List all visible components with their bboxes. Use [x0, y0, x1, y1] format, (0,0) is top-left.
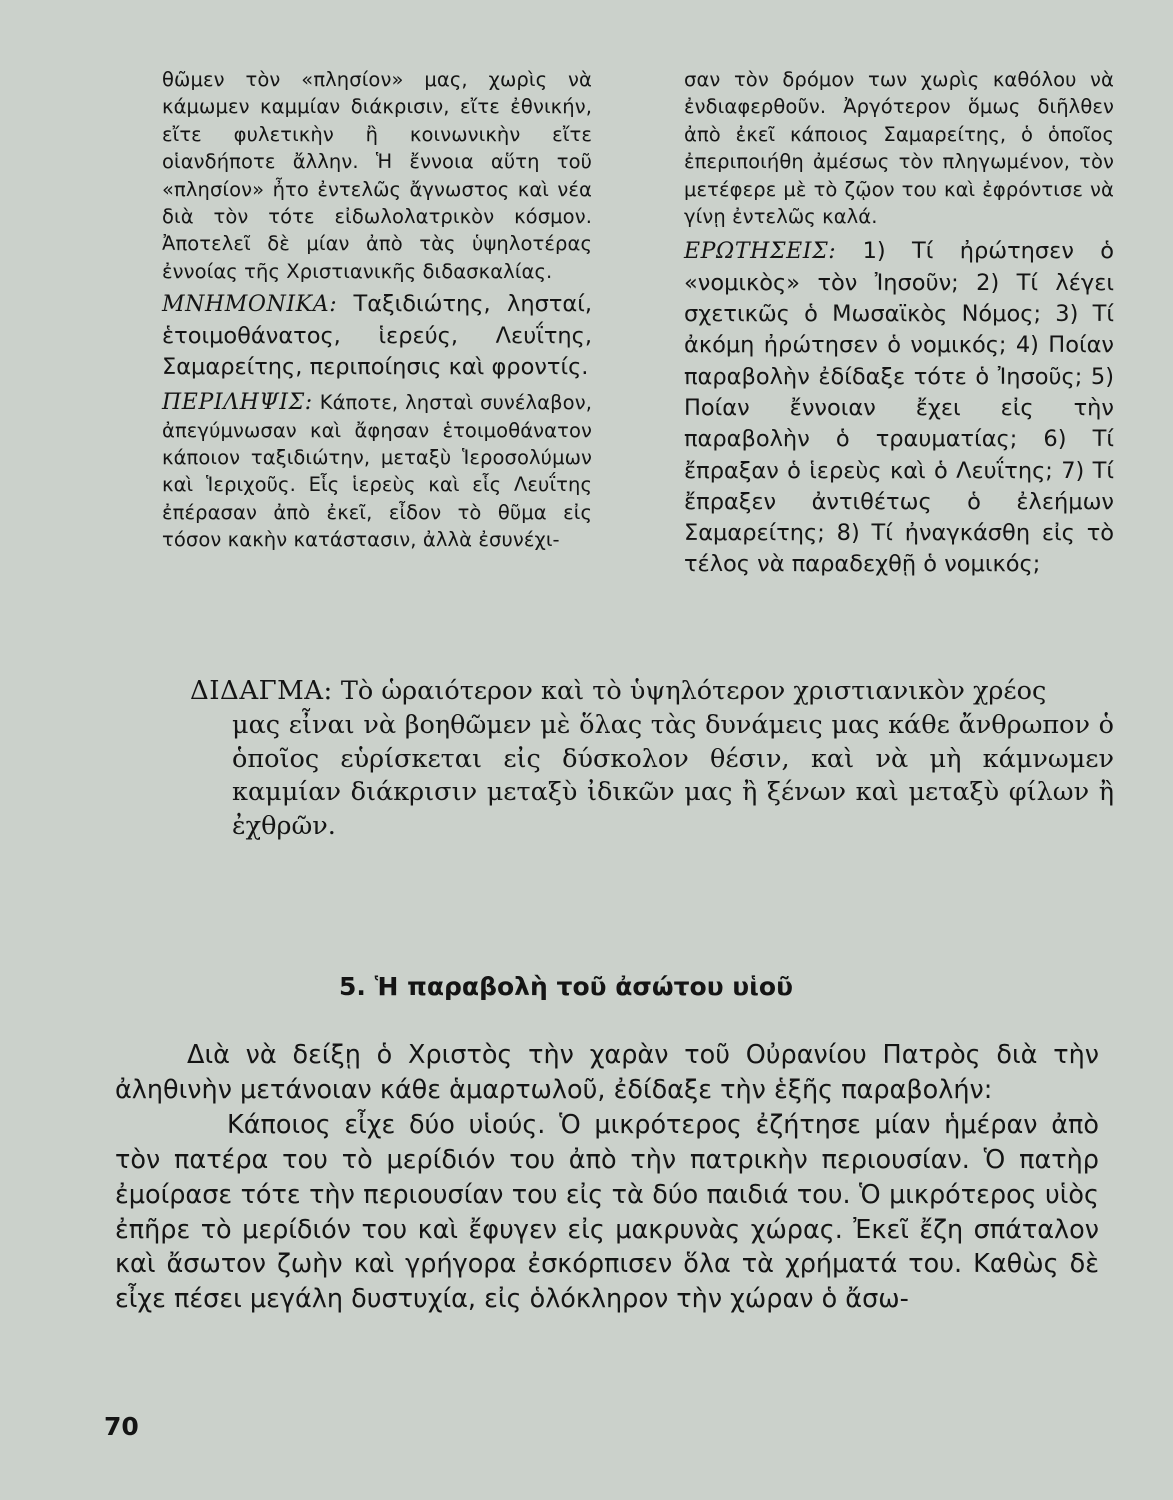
section-paragraph-2: Κάποιος εἶχε δύο υἱούς. Ὁ μικρότερος ἐζήτησε μίαν ἡμέραν ἀπὸ τὸν πατέρα του τὸ μερίδιόν του ἀπὸ τὴν πατρικὴν περιουσίαν. Ὁ πατὴρ ἐμοίρασε τότε τὴν περιουσίαν του εἰς τὰ δύο παιδιά του. Ὁ μικρότερος υἱὸς ἐπῆρε τὸ μερίδιόν του καὶ ἔφυγεν εἰς μακρυνὰς χώρας. Ἐκεῖ ἔζη σπάταλον καὶ ἄσωτον ζωὴν καὶ γρήγορα ἐσκόρπισεν ὅλα τὰ χρήματά του. Καθὼς δὲ εἶχε πέσει μεγάλη δυστυχία, εἰς ὁλόκληρον τὴν χώραν ὁ ἄσω-	[115, 1109, 1099, 1315]
section-paragraph-1: Διὰ νὰ δείξῃ ὁ Χριστὸς τὴν χαρὰν τοῦ Οὐρανίου Πατρὸς διὰ τὴν ἀληθινὴν μετάνοιαν κάθε ἁμαρτωλοῦ, ἐδίδαξε τὴν ἑξῆς παραβολήν:	[115, 1040, 1099, 1105]
section-heading: 5. Ἡ παραβολὴ τοῦ ἀσώτου υἱοῦ	[339, 972, 793, 1001]
didagma-line1: Τὸ ὡραιότερον καὶ τὸ ὑψηλότερον χριστιανικὸν χρέος	[340, 676, 1047, 706]
mnimonika-label: ΜΝΗΜΟΝΙΚΑ:	[162, 292, 338, 318]
perilipsis-text: Κάποτε, λησταὶ συνέλαβον, ἀπεγύμνωσαν καὶ ἄφησαν ἑτοιμοθάνατον κάποιον ταξιδιώτην, μεταξὺ Ἱεροσολύμων καὶ Ἱεριχοῦς. Εἷς ἱερεὺς καὶ εἷς Λευΐτης ἐπέρασαν ἀπὸ ἐκεῖ, εἶδον τὸ θῦμα εἰς τόσον κακὴν κατάστασιν, ἀλλὰ ἐσυνέχι-	[162, 391, 592, 552]
erotiseis-paragraph	[684, 236, 1114, 580]
didagma-paragraph	[190, 675, 1114, 844]
continuation-paragraph: σαν τὸν δρόμον των χωρὶς καθόλου νὰ ἐνδιαφερθοῦν. Ἀργότερον ὅμως διῆλθεν ἀπὸ ἐκεῖ κάποιος Σαμαρείτης, ὁ ὁποῖος ἐπεριποιήθη ἀμέσως τὸν πληγωμένον, τὸν μετέφερε μὲ τὸ ζῷον του καὶ ἐφρόντισε νὰ γίνῃ ἐντελῶς καλά.	[684, 68, 1114, 229]
didagma-rest: μας εἶναι νὰ βοηθῶμεν μὲ ὅλας τὰς δυνάμεις μας κάθε ἄνθρωπον ὁ ὁποῖος εὑρίσκεται εἰς δύσκολον θέσιν, καὶ νὰ μὴ κάμνωμεν καμμίαν διάκρισιν μεταξὺ ἰδικῶν μας ἢ ξένων καὶ μεταξὺ φίλων ἢ ἐχθρῶν.	[232, 709, 1114, 842]
left-column	[162, 66, 592, 554]
mnimonika-paragraph	[162, 289, 592, 383]
perilipsis-paragraph	[162, 389, 592, 553]
perilipsis-label: ΠΕΡΙΛΗΨΙΣ:	[162, 390, 313, 416]
intro-paragraph: θῶμεν τὸν «πλησίον» μας, χωρὶς νὰ κάμωμεν καμμίαν διάκρισιν, εἴτε ἐθνικήν, εἴτε φυλετικὴν ἢ κοινωνικὴν εἴτε οἱανδήποτε ἄλλην. Ἡ ἔννοια αὕτη τοῦ «πλησίον» ἦτο ἐντελῶς ἄγνωστος καὶ νέα διὰ τὸν τότε εἰδωλολατρικὸν κόσμον. Ἀποτελεῖ δὲ μίαν ἀπὸ τὰς ὑψηλοτέρας ἐννοίας τῆς Χριστιανικῆς διδασκαλίας.	[162, 68, 592, 283]
erotiseis-label: ΕΡΩΤΗΣΕΙΣ:	[684, 239, 837, 265]
section-body	[115, 1038, 1099, 1317]
page-number: 70	[104, 1412, 139, 1441]
erotiseis-text: 1) Τί ἠρώτησεν ὁ «νομικὸς» τὸν Ἰησοῦν; 2) Τί λέγει σχετικῶς ὁ Μωσαϊκὸς Νόμος; 3) Τί ἀκόμη ἠρώτησεν ὁ νομικός; 4) Ποίαν παραβολὴν ἐδίδαξε τότε ὁ Ἰησοῦς; 5) Ποίαν ἔννοιαν ἔχει εἰς τὴν παραβολὴν ὁ τραυματίας; 6) Τί ἔπραξαν ὁ ἱερεὺς καὶ ὁ Λευΐτης; 7) Τί ἔπραξεν ἀντιθέτως ὁ ἐλεήμων Σαμαρείτης; 8) Τί ἠναγκάσθη εἰς τὸ τέλος νὰ παραδεχθῇ ὁ νομικός;	[684, 238, 1114, 578]
right-column	[684, 66, 1114, 581]
mnimonika-text: Ταξιδιώτης, λησταί, ἑτοιμοθάνατος, ἱερεύς, Λευΐτης, Σαμαρείτης, περιποίησις καὶ φροντίς.	[162, 291, 592, 380]
didagma-label: ΔΙΔΑΓΜΑ:	[190, 676, 333, 706]
